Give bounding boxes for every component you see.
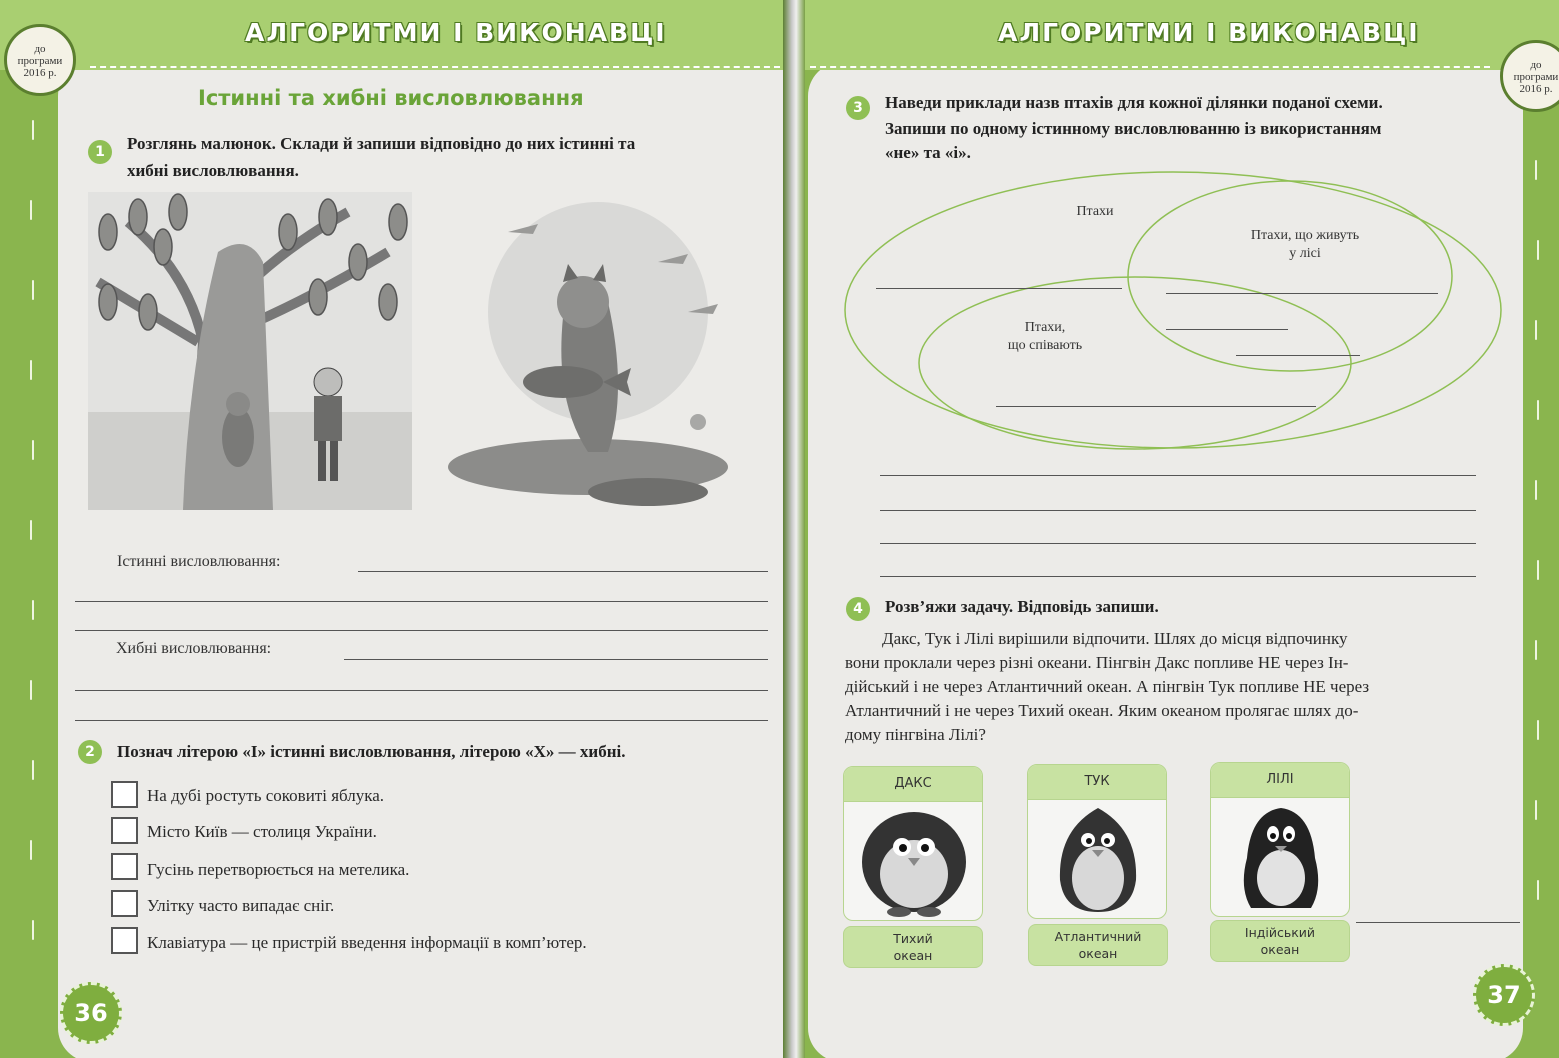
task4-para-line: дому пінгвіна Лілі? [845,725,986,744]
ocean-label-atlantic [1028,924,1168,966]
penguin-card-tuk [1027,764,1167,919]
answer-line[interactable] [75,630,768,631]
stitch [32,440,34,460]
false-statements-label: Хибні висловлювання: [116,640,272,657]
badge-line: до [1530,59,1542,71]
header-title: АЛГОРИТМИ І ВИКОНАВЦІ [245,18,667,47]
penguin-name: ЛІЛІ [1211,763,1349,798]
stitch [1535,480,1537,500]
page-number: 37 [1473,964,1535,1026]
venn-answer-line[interactable] [996,406,1316,407]
ocean-line: океан [1260,942,1300,957]
venn-answer-line[interactable] [1166,329,1288,330]
cat-illustration [438,192,738,510]
badge-line: програми [1513,71,1559,83]
task2-number: 2 [78,740,102,764]
venn-label-forest-line2: у лісі [1289,246,1321,261]
venn-label-singing-line2: що співають [1007,338,1083,353]
venn-answer-line[interactable] [876,288,1122,289]
ocean-line: океан [1078,946,1118,961]
page-number: 36 [60,982,122,1044]
statement-text: Клавіатура — це пристрій введення інформації в комп’ютер. [147,933,587,952]
stitch [30,360,32,380]
answer-line[interactable] [75,601,768,602]
answer-line[interactable] [358,571,768,572]
statement-text: Улітку часто випадає сніг. [147,896,335,915]
venn-label-forest-line1: Птахи, що живуть [1250,228,1360,243]
stitch [32,600,34,620]
stitch [30,680,32,700]
answer-line[interactable] [344,659,768,660]
task4-para-line: Атлантичний і не через Тихий океан. Яким океаном пролягає шлях до- [845,701,1359,720]
task4-para-line: дійський і не через Атлантичний океан. А пінгвін Тук попливе НЕ через [845,677,1370,696]
true-statements-label: Істинні висловлювання: [117,553,281,570]
penguin-name: ДАКС [844,767,982,802]
penguin-icon [1211,798,1350,917]
statement-text: Гусінь перетворюється на метелика. [147,860,410,879]
answer-line[interactable] [75,720,768,721]
header-title: АЛГОРИТМИ І ВИКОНАВЦІ [998,18,1420,47]
task2-text: Познач літерою «І» істинні висловлювання, літерою «Х» — хибні. [117,742,626,761]
penguin-icon [844,802,983,921]
tree-illustration [88,192,412,510]
statement-checkbox[interactable] [111,927,138,954]
answer-line[interactable] [880,543,1476,544]
stitch [30,840,32,860]
statement-checkbox[interactable] [111,817,138,844]
header-dash [810,66,1490,68]
stitch [1537,560,1539,580]
stitch [1535,160,1537,180]
venn-answer-line[interactable] [1236,355,1360,356]
stitch [32,280,34,300]
answer-line[interactable] [880,475,1476,476]
badge-line: програми [17,55,63,67]
stitch [32,760,34,780]
stitch [32,120,34,140]
answer-line[interactable] [880,510,1476,511]
stitch [30,520,32,540]
statement-checkbox[interactable] [111,890,138,917]
stitch [1535,320,1537,340]
venn-answer-line[interactable] [1166,293,1438,294]
book-spine [783,0,805,1058]
stitch [1537,240,1539,260]
statement-checkbox[interactable] [111,853,138,880]
penguin-icon [1028,800,1167,919]
task4-number: 4 [846,597,870,621]
ocean-line: Індійський [1244,925,1316,940]
task4-text: Розв’яжи задачу. Відповідь запиши. [885,597,1159,616]
header-dash [90,66,780,68]
ocean-line: Атлантичний [1054,929,1142,944]
statement-checkbox[interactable] [111,781,138,808]
answer-line[interactable] [75,690,768,691]
program-badge [4,24,76,96]
penguin-card-dax [843,766,983,921]
venn-label-birds: Птахи [1076,204,1114,219]
task4-para-line: Дакс, Тук і Лілі вирішили відпочити. Шлях до місця відпочинку [882,629,1348,648]
stitch [30,200,32,220]
venn-label-singing-line1: Птахи, [1024,320,1066,335]
ocean-line: Тихий [893,931,933,946]
task4-para-line: вони проклали через різні океани. Пінгвін Дакс попливе НЕ через Ін- [845,653,1349,672]
task3-text-line2: Запиши по одному істинному висловлюванню із використанням [885,119,1382,138]
task1-text-line1: Розглянь малюнок. Склади й запиши відповідно до них істинні та [127,134,636,153]
badge-line: до [34,43,46,55]
task3-text-line3: «не» та «і». [885,143,971,162]
section-title: Істинні та хибні висловлювання [198,86,584,110]
right-page [790,0,1559,1058]
statement-text: Місто Київ — столиця України. [147,822,377,841]
ocean-label-indian [1210,920,1350,962]
answer-line[interactable] [880,576,1476,577]
stitch [1537,880,1539,900]
task1-number: 1 [88,140,112,164]
badge-line: 2016 р. [23,67,57,79]
stitch [1535,800,1537,820]
task3-number: 3 [846,96,870,120]
stitch [1537,720,1539,740]
stitch [32,920,34,940]
stitch [1535,640,1537,660]
penguin-card-lili [1210,762,1350,917]
badge-line: 2016 р. [1519,83,1553,95]
statement-text: На дубі ростуть соковиті яблука. [147,786,385,805]
answer-line[interactable] [1356,922,1520,923]
ocean-label-pacific [843,926,983,968]
penguin-name: ТУК [1028,765,1166,800]
task1-text-line2: хибні висловлювання. [127,161,299,180]
task3-text-line1: Наведи приклади назв птахів для кожної ділянки поданої схеми. [885,93,1383,112]
stitch [1537,400,1539,420]
ocean-line: океан [893,948,933,963]
venn-diagram [840,168,1520,458]
